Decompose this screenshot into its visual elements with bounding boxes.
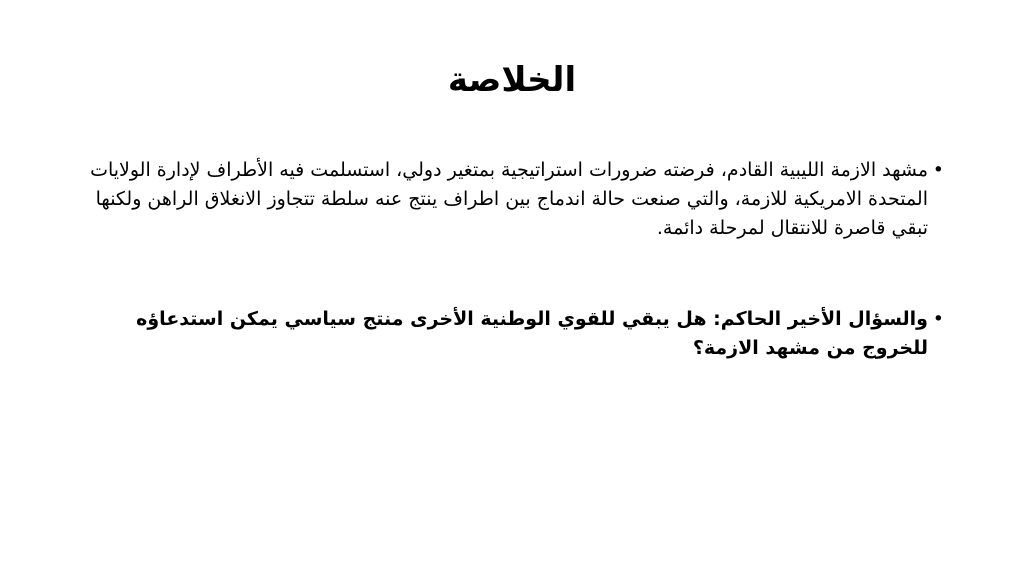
bullet-dot-icon: •: [932, 159, 944, 181]
bullet-dot-icon: •: [932, 308, 944, 330]
bullet-list: [80, 156, 942, 363]
bullet-item-final-question: [80, 305, 942, 363]
bullet-item-conclusion: [80, 156, 942, 243]
bullet-text: مشهد الازمة الليبية القادم، فرضته ضرورات استراتيجية بمتغير دولي، استسلمت فيه الأطراف لإدارة الولايات المتحدة الامريكية للازمة، والتي صنعت حالة اندماج بين اطراف ينتج عنه سلطة تتجاوز الانغلاق الراهن ولكنها تبقي قاصرة للانتقال لمرحلة دائمة.: [90, 159, 928, 239]
slide-title: الخلاصة: [447, 60, 577, 100]
bullet-text: والسؤال الأخير الحاكم: هل يبقي للقوي الوطنية الأخرى منتج سياسي يمكن استدعاؤه للخروج من مشهد الازمة؟: [136, 308, 928, 359]
